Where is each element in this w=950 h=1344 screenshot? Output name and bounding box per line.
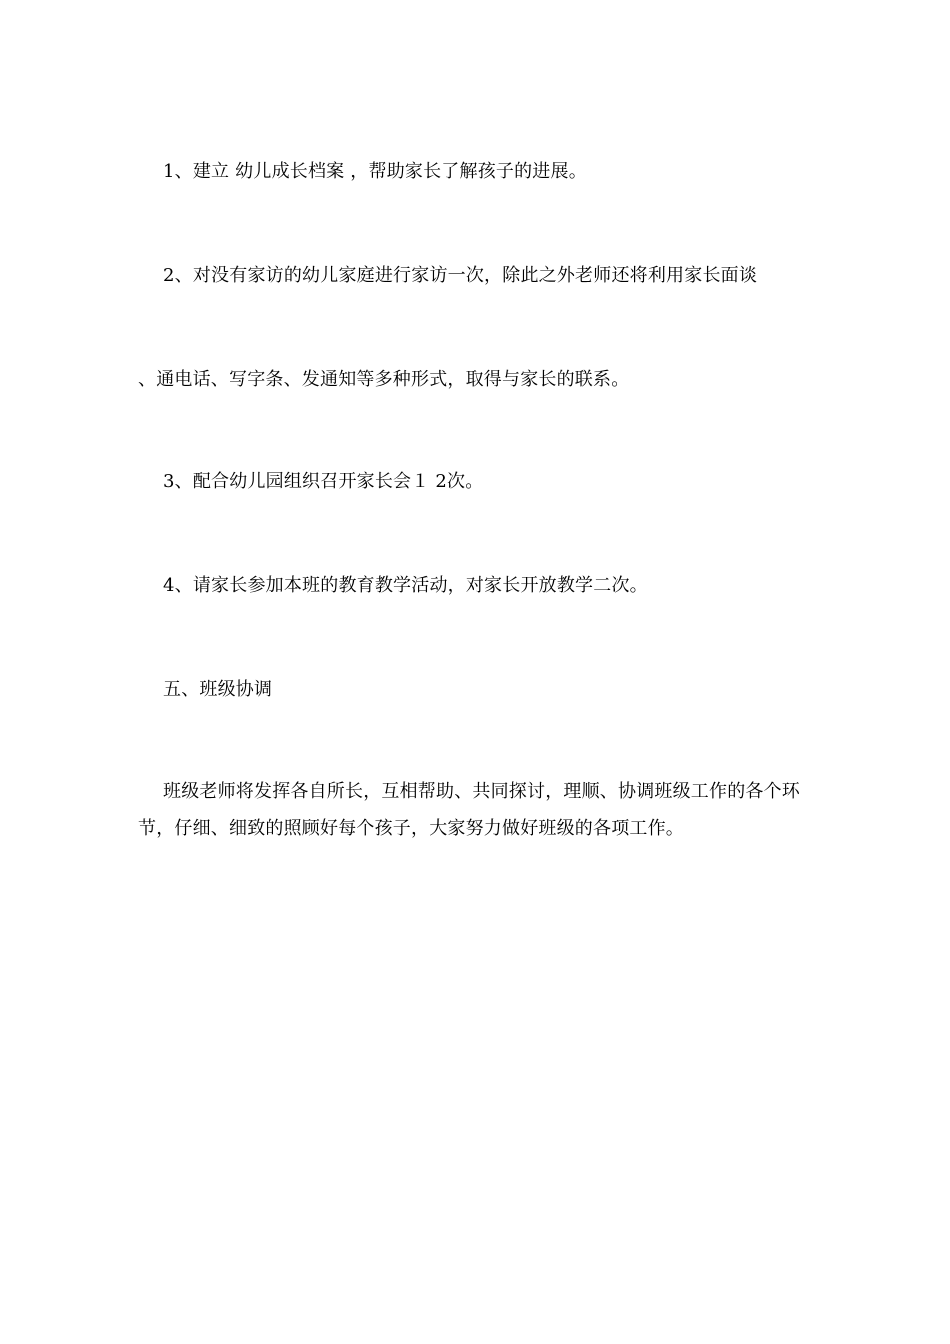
list-item-archive: 1、建立 幼儿成长档案 ，帮助家长了解孩子的进展。: [163, 161, 587, 182]
list-item-home-visit-line-2: 、通电话、写字条、发通知等多种形式，取得与家长的联系。: [138, 369, 630, 390]
list-item-open-class: 4、请家长参加本班的教育教学活动，对家长开放教学二次。: [163, 575, 648, 596]
closing-paragraph: 班级老师将发挥各自所长，互相帮助、共同探讨，理顺、协调班级工作的各个环节，仔细、细致的照顾好每个孩子，大家努力做好班级的各项工作。: [138, 781, 800, 839]
list-item-parent-meeting: 3、配合幼儿园组织召开家长会１ 2次。: [163, 471, 484, 492]
section-heading: 五、班级协调: [163, 679, 273, 700]
list-item-home-visit-line-1: 2、对没有家访的幼儿家庭进行家访一次，除此之外老师还将利用家长面谈: [163, 265, 758, 286]
